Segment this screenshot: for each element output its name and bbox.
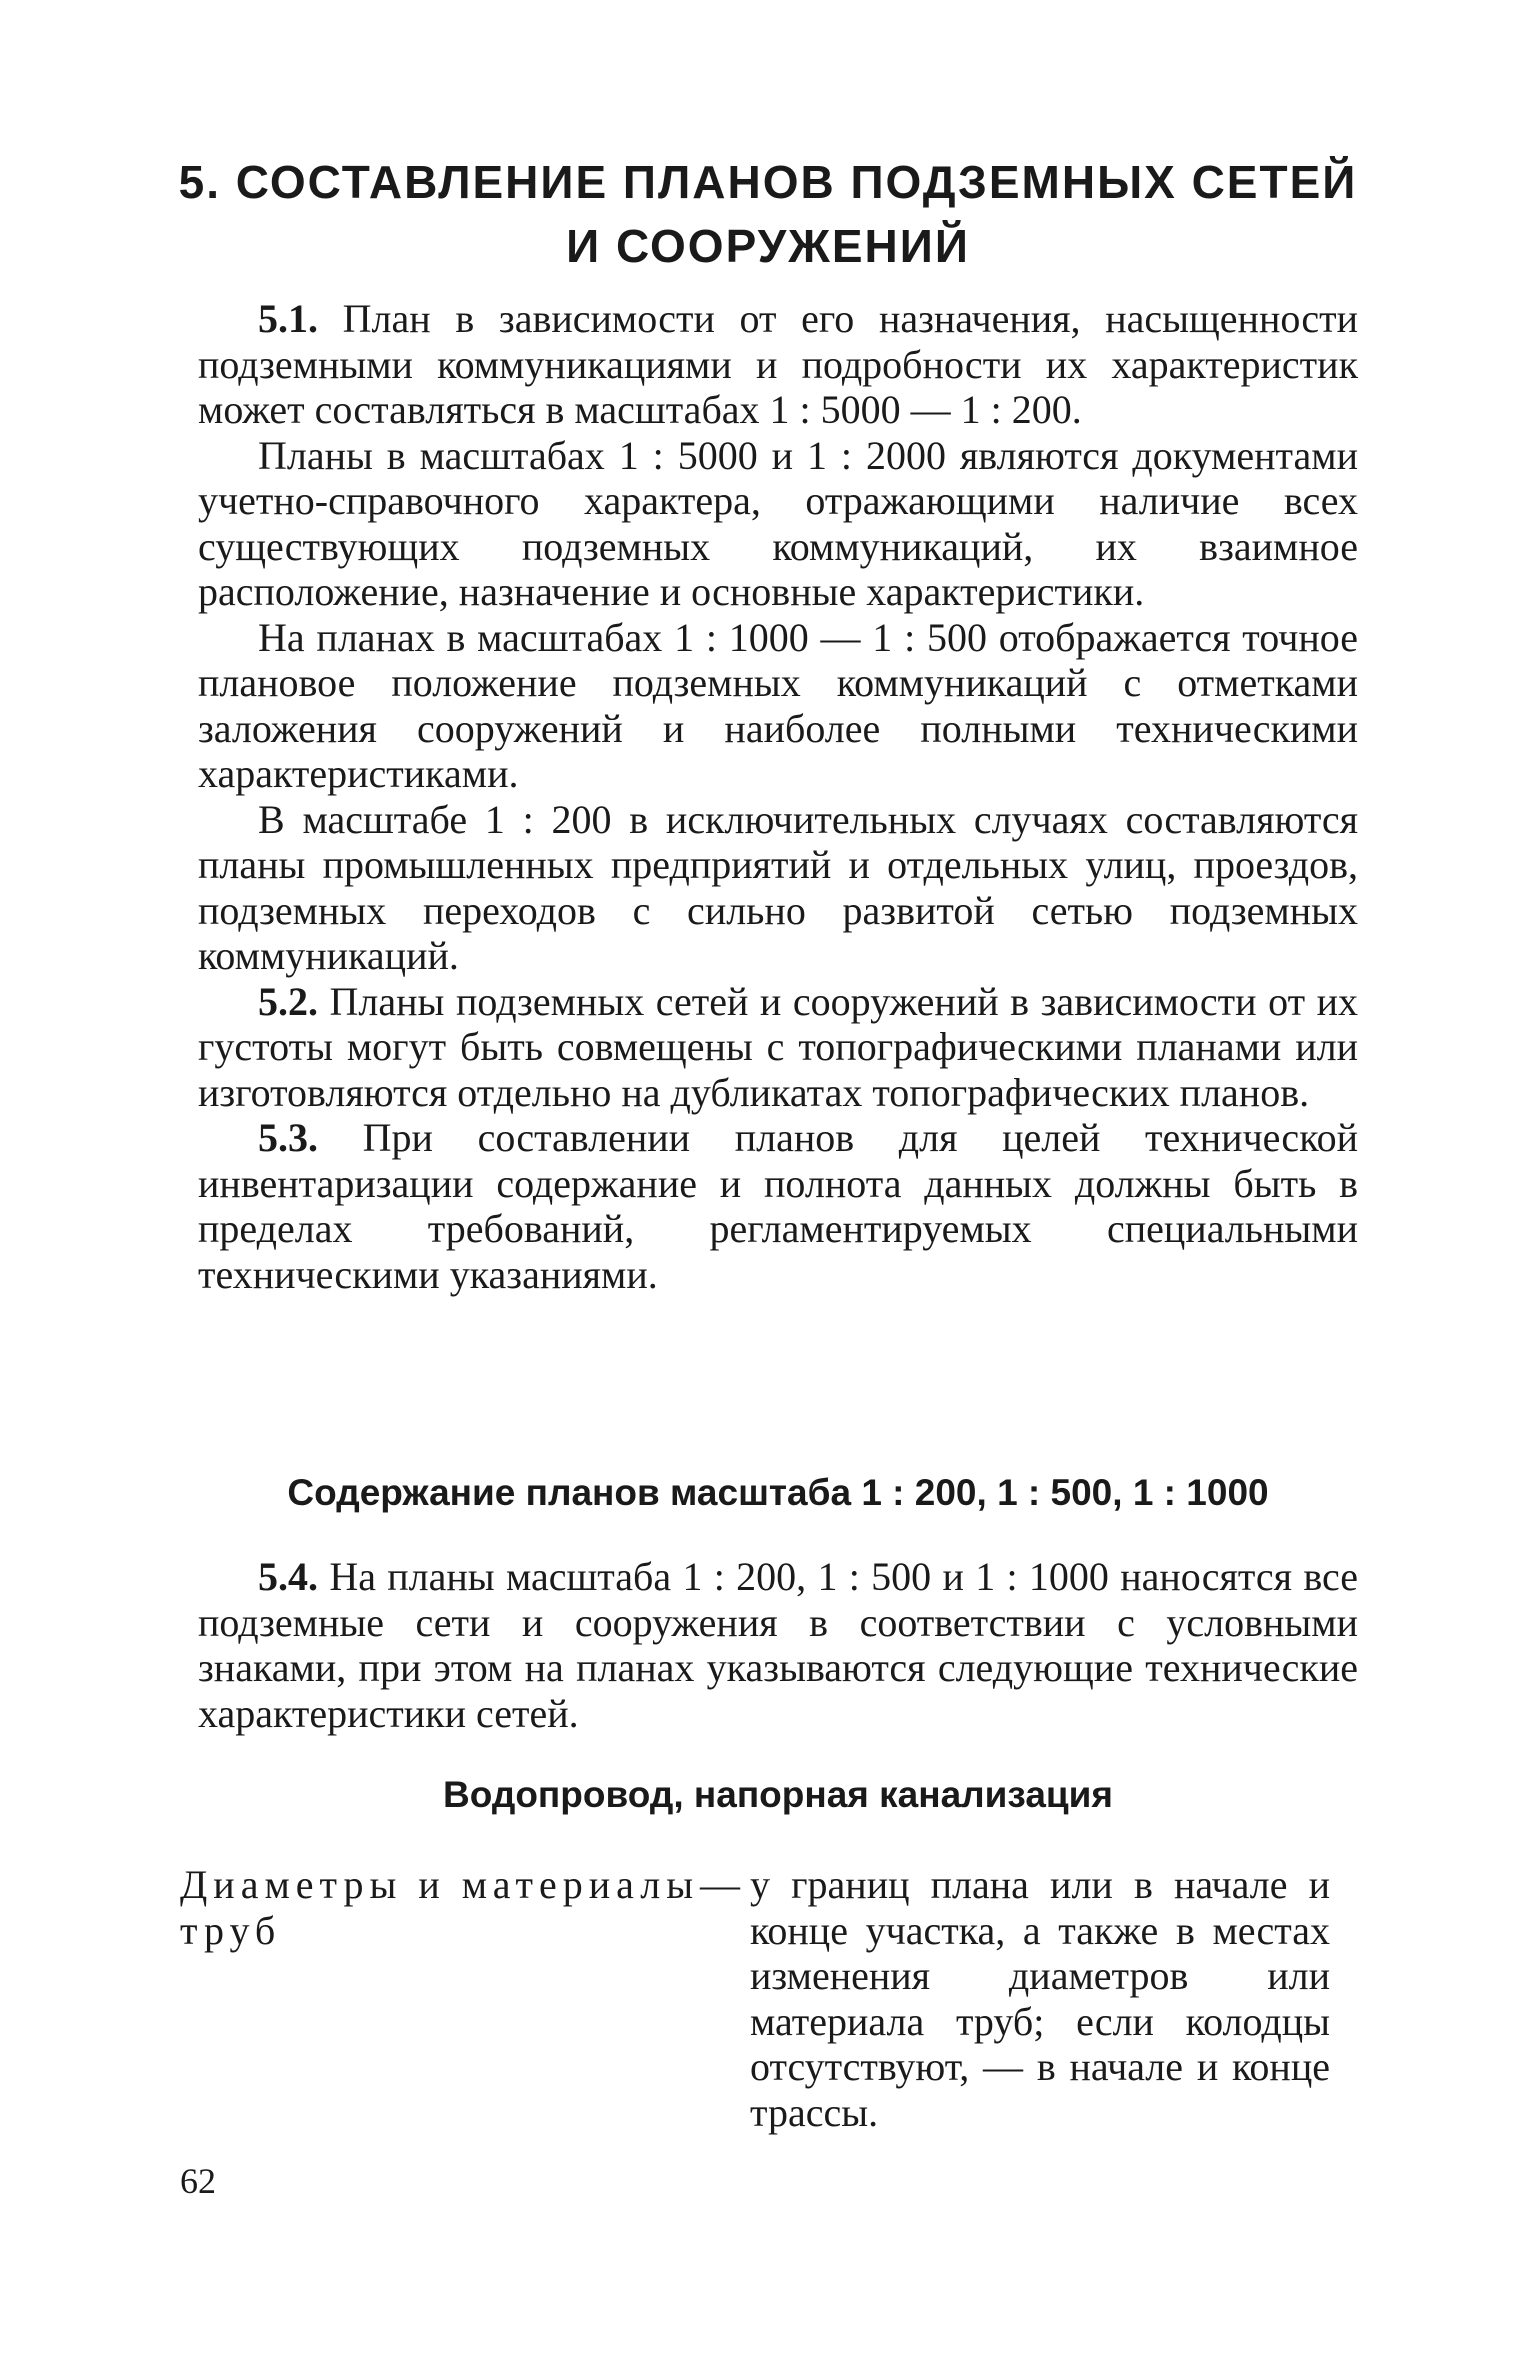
- paragraph-text: Планы подземных сетей и сооружений в зависимости от их густоты могут быть совмещены с топографическими планами или изготовляются отдельно на дубликатах топографических планов.: [198, 978, 1359, 1115]
- definition-term: Диаметры и материалы труб: [180, 1862, 700, 1953]
- chapter-title-line2: И СООРУЖЕНИЙ: [566, 220, 970, 272]
- chapter-title-line1: 5. СОСТАВЛЕНИЕ ПЛАНОВ ПОДЗЕМНЫХ СЕТЕЙ: [178, 156, 1358, 208]
- paragraph-number: 5.4.: [258, 1554, 318, 1599]
- paragraph-scale-200: В масштабе 1 : 200 в исключительных случаях составляются планы промышленных предприятий и отдельных улиц, проездов, подземных переходов с сильно развитой сетью подземных коммуникаций.: [198, 796, 1358, 978]
- subheading-water-supply: Водопровод, напорная канализация: [443, 1774, 1113, 1815]
- paragraph-scales-1000-500: На планах в масштабах 1 : 1000 — 1 : 500 отображается точное плановое положение подземных коммуникаций с отметками заложения сооружений и наиболее полными техническими характеристиками.: [198, 614, 1358, 796]
- paragraph-number: 5.3.: [258, 1115, 318, 1160]
- paragraph-number: 5.2.: [258, 978, 318, 1024]
- section2-body: [198, 1554, 1358, 1736]
- paragraph-5-1: [198, 296, 1358, 433]
- chapter-title: [150, 150, 1386, 278]
- paragraph-scales-5000-2000: Планы в масштабах 1 : 5000 и 1 : 2000 являются документами учетно-справочного характера, отражающими наличие всех существующих подземных коммуникаций, их взаимное расположение, назначение и основные характеристики.: [198, 432, 1358, 614]
- paragraph-5-2: [198, 979, 1358, 1116]
- definition-description: у границ плана или в начале и конце участка, а также в местах изменения диаметров или материала труб; если колодцы отсутствуют, — в начале и конце трассы.: [750, 1862, 1330, 2135]
- paragraph-text: План в зависимости от его назначения, насыщенности подземными коммуникациями и подробности их характеристик может составляться в масштабах 1 : 5000 — 1 : 200.: [198, 296, 1358, 432]
- subheading-plan-contents: Содержание планов масштаба 1 : 200, 1 : 500, 1 : 1000: [287, 1472, 1269, 1513]
- paragraph-5-3: [198, 1115, 1358, 1297]
- paragraph-text: При составлении планов для целей технической инвентаризации содержание и полнота данных должны быть в пределах требований, регламентируемых специальными техническими указаниями.: [198, 1115, 1358, 1297]
- definition-dash: —: [700, 1862, 740, 1907]
- paragraph-text: На планы масштаба 1 : 200, 1 : 500 и 1 : 1000 наносятся все подземные сети и сооружения в соответствии с условными знаками, при этом на планах указываются следующие технические характеристики сетей.: [198, 1554, 1359, 1736]
- page-number: 62: [180, 2161, 216, 2201]
- paragraph-5-4: [198, 1554, 1358, 1736]
- section1-body: [198, 296, 1358, 1297]
- paragraph-number: 5.1.: [258, 296, 318, 341]
